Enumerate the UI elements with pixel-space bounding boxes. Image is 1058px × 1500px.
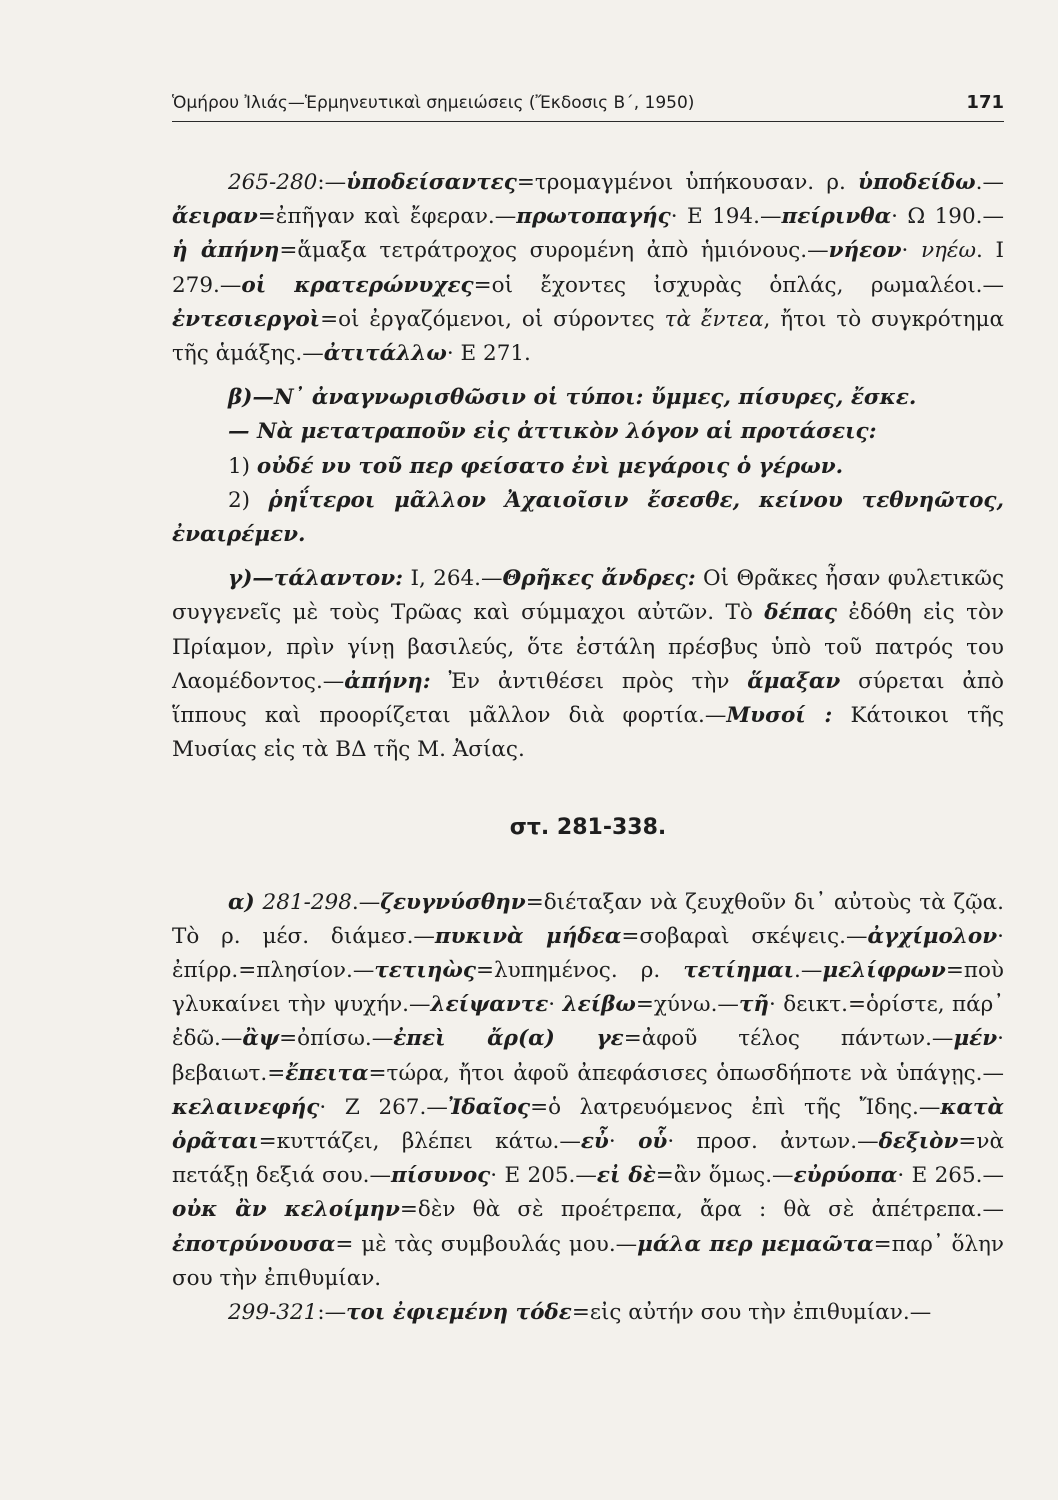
running-header — [172, 92, 1004, 122]
running-title: Ὁμήρου Ἰλιάς—Ἑρμηνευτικαὶ σημειώσεις (Ἔκδοσις Β΄, 1950) — [172, 93, 695, 113]
paragraph-gamma: γ)—τάλαντον: Ι, 264.—Θρῆκες ἄνδρες: Οἱ Θρᾶκες ἦσαν φυλετικῶς συγγενεῖς μὲ τοὺς Τρῶας καὶ σύμμαχοι αὐτῶν. Τὸ δέπας ἐδόθη εἰς τὸν Πρίαμον, πρὶν γίνῃ βασιλεύς, ὅτε ἐστάλη πρέσβυς ὑπὸ τοῦ πατρός του Λαομέδοντος.—ἀπήνη: Ἐν ἀντιθέσει πρὸς τὴν ἅμαξαν σύρεται ἀπὸ ἵππους καὶ προορίζεται μᾶλλον διὰ φορτία.—Μυσοί : Κάτοικοι τῆς Μυσίας εἰς τὰ ΒΔ τῆς Μ. Ἀσίας. — [172, 566, 1004, 763]
paragraph-265-280: 265-280:—ὑποδείσαντες=τρομαγμένοι ὑπήκουσαν. ρ. ὑποδείδω.—ἄειραν=ἐπῆγαν καὶ ἔφεραν.—πρωτοπαγής· Ε 194.—πείρινθα· Ω 190.—ἡ ἀπήνη=ἅμαξα τετράτροχος συρομένη ἀπὸ ἡμιόνους.—νήεον· νηέω. Ι 279.—οἱ κρατερώνυχες=οἱ ἔχοντες ἰσχυρὰς ὁπλάς, ρωμαλέοι.—ἐντεσιεργοὶ=οἱ ἐργαζόμενοι, οἱ σύροντες τὰ ἔντεα, ἤτοι τὸ συγκρότημα τῆς ἁμάξης.—ἀτιτάλλω· Ε 271. — [172, 170, 1004, 367]
paragraph-299-321: 299-321:—τοι ἐφιεμένη τόδε=εἰς αὐτήν σου τὴν ἐπιθυμίαν.— — [228, 1300, 932, 1326]
paragraph-281-298: α) 281-298.—ζευγνύσθην=διέταξαν νὰ ζευχθοῦν δι᾿ αὐτοὺς τὰ ζῷα. Τὸ ρ. μέσ. διάμεσ.—πυκινὰ μήδεα=σοβαραὶ σκέψεις.—ἀγχίμολον· ἐπίρρ.=πλησίον.—τετιηὼς=λυπημένος. ρ. τετίημαι.—μελίφρων=ποὺ γλυκαίνει τὴν ψυχήν.—λείψαντε· λείβω=χύνω.—τῆ· δεικτ.=ὁρίστε, πάρ᾿ ἐδῶ.—ἂψ=ὀπίσω.—ἐπεὶ ἄρ(α) γε=ἀφοῦ τέλος πάντων.—μέν· βεβαιωτ.=ἔπειτα=τώρα, ἤτοι ἀφοῦ ἀπεφάσισες ὁπωσδήποτε νὰ ὑπάγῃς.—κελαινεφής· Ζ 267.—Ἰδαῖος=ὁ λατρευόμενος ἐπὶ τῆς Ἴδης.—κατὰ ὁρᾶται=κυττάζει, βλέπει κάτω.—εὖ· οὗ· προσ. ἀντων.—δεξιὸν=νὰ πετάξῃ δεξιά σου.—πίσυνος· Ε 205.—εἰ δὲ=ἂν ὅμως.—εὐρύοπα· Ε 265.—οὐκ ἂν κελοίμην=δὲν θὰ σὲ προέτρεπα, ἄρα : θὰ σὲ ἀπέτρεπα.—ἐποτρύνουσα= μὲ τὰς συμβουλάς μου.—μάλα περ μεμαῶτα=παρ᾿ ὅλην σου τὴν ἐπιθυμίαν. — [172, 889, 1005, 1291]
page — [172, 92, 1004, 1330]
paragraph-beta-item-2: 2) ῥηΐτεροι μᾶλλον Ἀχαιοῖσιν ἔσεσθε, κείνου τεθνηῶτος, ἐναιρέμεν. — [172, 487, 1005, 548]
paragraph-beta: β)—Ν᾿ ἀναγνωρισθῶσιν οἱ τύποι: ὔμμες, πίσυρες, ἔσκε. — [228, 385, 917, 411]
page-number: 171 — [966, 92, 1004, 113]
body-text — [172, 166, 1004, 1330]
paragraph-beta-item-1: 1) οὐδέ νυ τοῦ περ φείσατο ἐνὶ μεγάροις ὁ γέρων. — [228, 453, 844, 479]
section-heading: στ. 281-338. — [509, 815, 667, 841]
paragraph-beta-instruction: — Νὰ μετατραποῦν εἰς ἀττικὸν λόγον αἱ προτάσεις: — [228, 419, 877, 445]
